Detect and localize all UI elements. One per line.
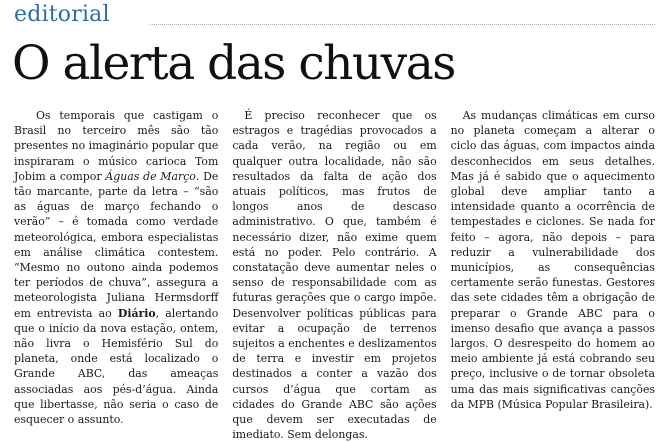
text-run: , alertando que o início da nova estação, ontem, não livra o Hemisfério Sul do planeta, onde está localizado o Grande ABC, das ameaças associadas aos pés-d’água. Ainda que libertasse, não seria o caso de esquecer o assunto. (14, 306, 219, 427)
text-run: Os temporais que castigam o Brasil no terceiro mês são tão presentes no imaginário popular que inspiraram o músico carioca Tom Jobim a compor (14, 109, 219, 183)
section-divider (150, 24, 655, 25)
text-run: . De tão marcante, parte da letra – “são as águas de março fechando o verão” – é tomada como verdade meteorológica, embora especialistas em análise climática contestem. “Mesmo no outono ainda podemos ter períodos de chuva”, assegura a meteorologista Juliana Hermsdorff em entrevista ao (14, 169, 219, 320)
text-run: As mudanças climáticas em curso no planeta começam a alterar o ciclo das águas, com impactos ainda desconhecidos em seus detalhes. Mas já é sabido que o aquecimento global deve ampliar tanto a intensidade quanto a ocorrência de tempestades e ciclones. Se nada for feito – agora, não depois – para reduzir a vulnerabilidade dos municípios, as consequências certamente serão funestas. Gestores das sete cidades têm a obrigação de preparar o Grande ABC para o imenso desafio que avança a passos largos. O desrespeito do homem ao meio ambiente já está cobrando seu preço, inclusive o de tornar obsoleta uma das mais significativas canções da MPB (Música Popular Brasileira). (450, 109, 655, 411)
section-label: editorial (14, 2, 110, 27)
article-column-2 (232, 108, 437, 442)
headline: O alerta das chuvas (12, 36, 455, 91)
newspaper-name: Diário (117, 306, 156, 320)
article-column-1 (14, 108, 219, 427)
text-run: É preciso reconhecer que os estragos e tragédias provocados a cada verão, na região ou em qualquer outra localidade, não são resultados da falta de ação dos atuais políticos, mas frutos de longos anos de descaso administrativo. O que, também é necessário dizer, não exime quem está no poder. Pelo contrário. A constatação deve aumentar neles o senso de responsabilidade com as futuras gerações que o cargo impõe. Desenvolver políticas públicas para evitar a ocupação de terrenos sujeitos a enchentes e deslizamentos de terra e investir em projetos destinados a conter a vazão dos cursos d’água que cortam as cidades do Grande ABC são ações que devem ser executadas de imediato. Sem delongas. (232, 109, 437, 442)
paragraph (14, 108, 218, 427)
paragraph (451, 108, 655, 412)
article-body (14, 108, 655, 442)
paragraph (232, 108, 436, 442)
song-title: Águas de Março (105, 169, 196, 183)
article-column-3 (451, 108, 655, 421)
